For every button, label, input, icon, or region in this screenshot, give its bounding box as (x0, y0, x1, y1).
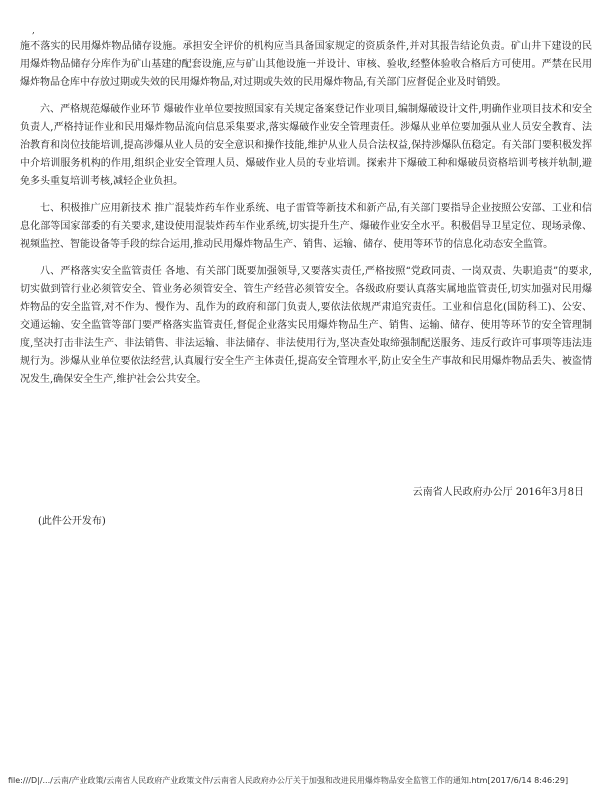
document-body (20, 38, 592, 389)
section-paragraph-6: 六、严格规范爆破作业环节 爆破作业单位要按照国家有关规定备案登记作业项目,编制爆破设计文件,明确作业项目技术和安全负责人,严格持证作业和民用爆炸物品流向信息采集要求,落实爆破作业安全管理责任。涉爆从业单位要加强从业人员安全教育、法治教育和岗位技能培训,提高涉爆从业人员的安全意识和操作技能,维护从业人员合法权益,保持涉爆队伍稳定。有关部门要积极发挥中介培训服务机构的作用,组织企业安全管理人员、爆破作业人员的专业培训。探索井下爆破工种和爆破员资格培训考核并轨制,避免多头重复培训考核,减轻企业负担。 (20, 104, 592, 187)
section-paragraph-7: 七、积极推广应用新技术 推广混装炸药车作业系统、电子雷管等新技术和新产品,有关部门要指导企业按照公安部、工业和信息化部等国家部委的有关要求,建设使用混装炸药车作业系统,切实提升生产、爆破作业安全水平。积极倡导卫星定位、现场录像、视频监控、智能设备等手段的综合运用,推动民用爆炸物品生产、销售、运输、储存、使用等环节的信息化动态安全监管。 (20, 203, 592, 250)
intro-paragraph: 施不落实的民用爆炸物品储存设施。承担安全评价的机构应当具备国家规定的资质条件,并对其报告结论负责。矿山井下建设的民用爆炸物品储存分库作为矿山基建的配套设施,应与矿山其他设施一并设计、审核、验收,经整体验收合格后方可使用。严禁在民用爆炸物品仓库中存放过期或失效的民用爆炸物品,对过期或失效的民用爆炸物品,有关部门应督促企业及时销毁。 (20, 41, 592, 88)
section-paragraph-8: 八、严格落实安全监管责任 各地、有关部门既要加强领导,又要落实责任,严格按照“党政同责、一岗双责、失职追责”的要求,切实做到管行业必须管安全、管业务必须管安全、管生产经营必须管安全。各级政府要认真落实属地监管责任,切实加强对民用爆炸物品的安全监管,对不作为、慢作为、乱作为的政府和部门负责人,要依法依规严肃追究责任。工业和信息化(国防科工)、公安、交通运输、安全监管等部门要严格落实监管责任,督促企业落实民用爆炸物品生产、销售、运输、储存、使用等环节的安全管理制度,坚决打击非法生产、非法销售、非法运输、非法储存、非法使用行为,坚决查处取缔强制配送服务、违反行政许可事项等违法违规行为。涉爆从业单位要依法经营,认真履行安全生产主体责任,提高安全管理水平,防止安全生产事故和民用爆炸物品丢失、被盗情况发生,确保安全生产,维护社会公共安全。 (20, 266, 592, 385)
publication-note: (此件公开发布) (38, 516, 106, 527)
footer-file-path: file:///D|/.../云南/产业政策/云南省人民政府产业政策文件/云南省人民政府办公厅关于加强和改进民用爆炸物品安全监管工作的通知.htm[2017/6/14 8:46:29] (8, 776, 569, 785)
top-mark: , (32, 26, 35, 36)
signature: 云南省人民政府办公厅 2016年3月8日 (412, 487, 584, 498)
